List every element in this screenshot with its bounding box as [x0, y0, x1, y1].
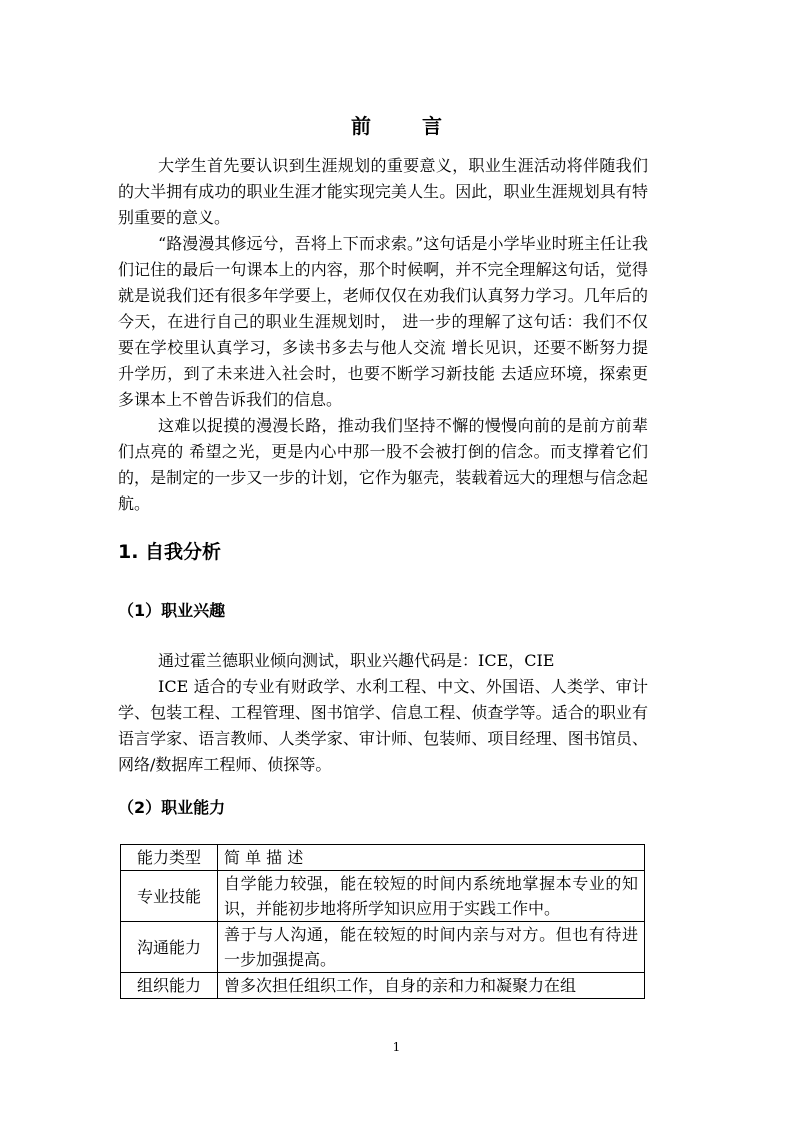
preface-paragraph-3: 这难以捉摸的漫漫长路，推动我们坚持不懈的慢慢向前的是前方前辈们点亮的 希望之光，更是内心中那一股不会被打倒的信念。而支撑着它们的，是制定的一步又一步的计划，它作为躯壳，装载着远大的理想与信念起航。	[118, 416, 648, 513]
table-header-row	[121, 845, 645, 871]
subsection-heading-interest: （1）职业兴趣	[118, 601, 226, 620]
subsection-heading-ability: （2）职业能力	[118, 798, 226, 817]
table-row	[121, 973, 645, 999]
section-heading-self-analysis: 1. 自我分析	[118, 541, 222, 563]
table-header-cell: 能力类型	[121, 845, 218, 871]
table-cell-description: 自学能力较强，能在较短的时间内系统地掌握本专业的知识，并能初步地将所学知识应用于实践工作中。	[218, 871, 645, 922]
preface-paragraph-1: 大学生首先要认识到生涯规划的重要意义，职业生涯活动将伴随我们的大半拥有成功的职业生涯才能实现完美人生。因此，职业生涯规划具有特别重要的意义。	[118, 156, 648, 227]
table-row	[121, 922, 645, 973]
table-cell-type: 专业技能	[121, 871, 218, 922]
table-cell-type: 组织能力	[121, 973, 218, 999]
table-cell-type: 沟通能力	[121, 922, 218, 973]
interest-paragraph-1: 通过霍兰德职业倾向测试，职业兴趣代码是：ICE，CIE	[158, 651, 555, 670]
page-number: 1	[392, 1040, 401, 1054]
interest-paragraph-2: ICE 适合的专业有财政学、水利工程、中文、外国语、人类学、审计学、包装工程、工程管理、图书馆学、信息工程、侦查学等。适合的职业有语言学家、语言教师、人类学家、审计师、包装师、项目经理、图书馆员、网络/数据库工程师、侦探等。	[118, 677, 648, 774]
table-cell-description: 曾多次担任组织工作，自身的亲和力和凝聚力在组	[218, 973, 645, 999]
table-row	[121, 871, 645, 922]
table-header-cell: 简 单 描 述	[218, 845, 645, 871]
preface-paragraph-2: “路漫漫其修远兮，吾将上下而求索。”这句话是小学毕业时班主任让我们记住的最后一句课本上的内容，那个时候啊，并不完全理解这句话，觉得就是说我们还有很多年学要上，老师仅仅在劝我们认真努力学习。几年后的今天，在进行自己的职业生涯规划时， 进一步的理解了这句话：我们不仅要在学校里认真学习，多读书多去与他人交流 增长见识，还要不断努力提升学历，到了未来进入社会时，也要不断学习新技能 去适应环境，探索更多课本上不曾告诉我们的信息。	[118, 234, 648, 409]
page-title: 前 言	[351, 114, 464, 138]
ability-table	[120, 844, 645, 999]
table-cell-description: 善于与人沟通，能在较短的时间内亲与对方。但也有待进一步加强提高。	[218, 922, 645, 973]
